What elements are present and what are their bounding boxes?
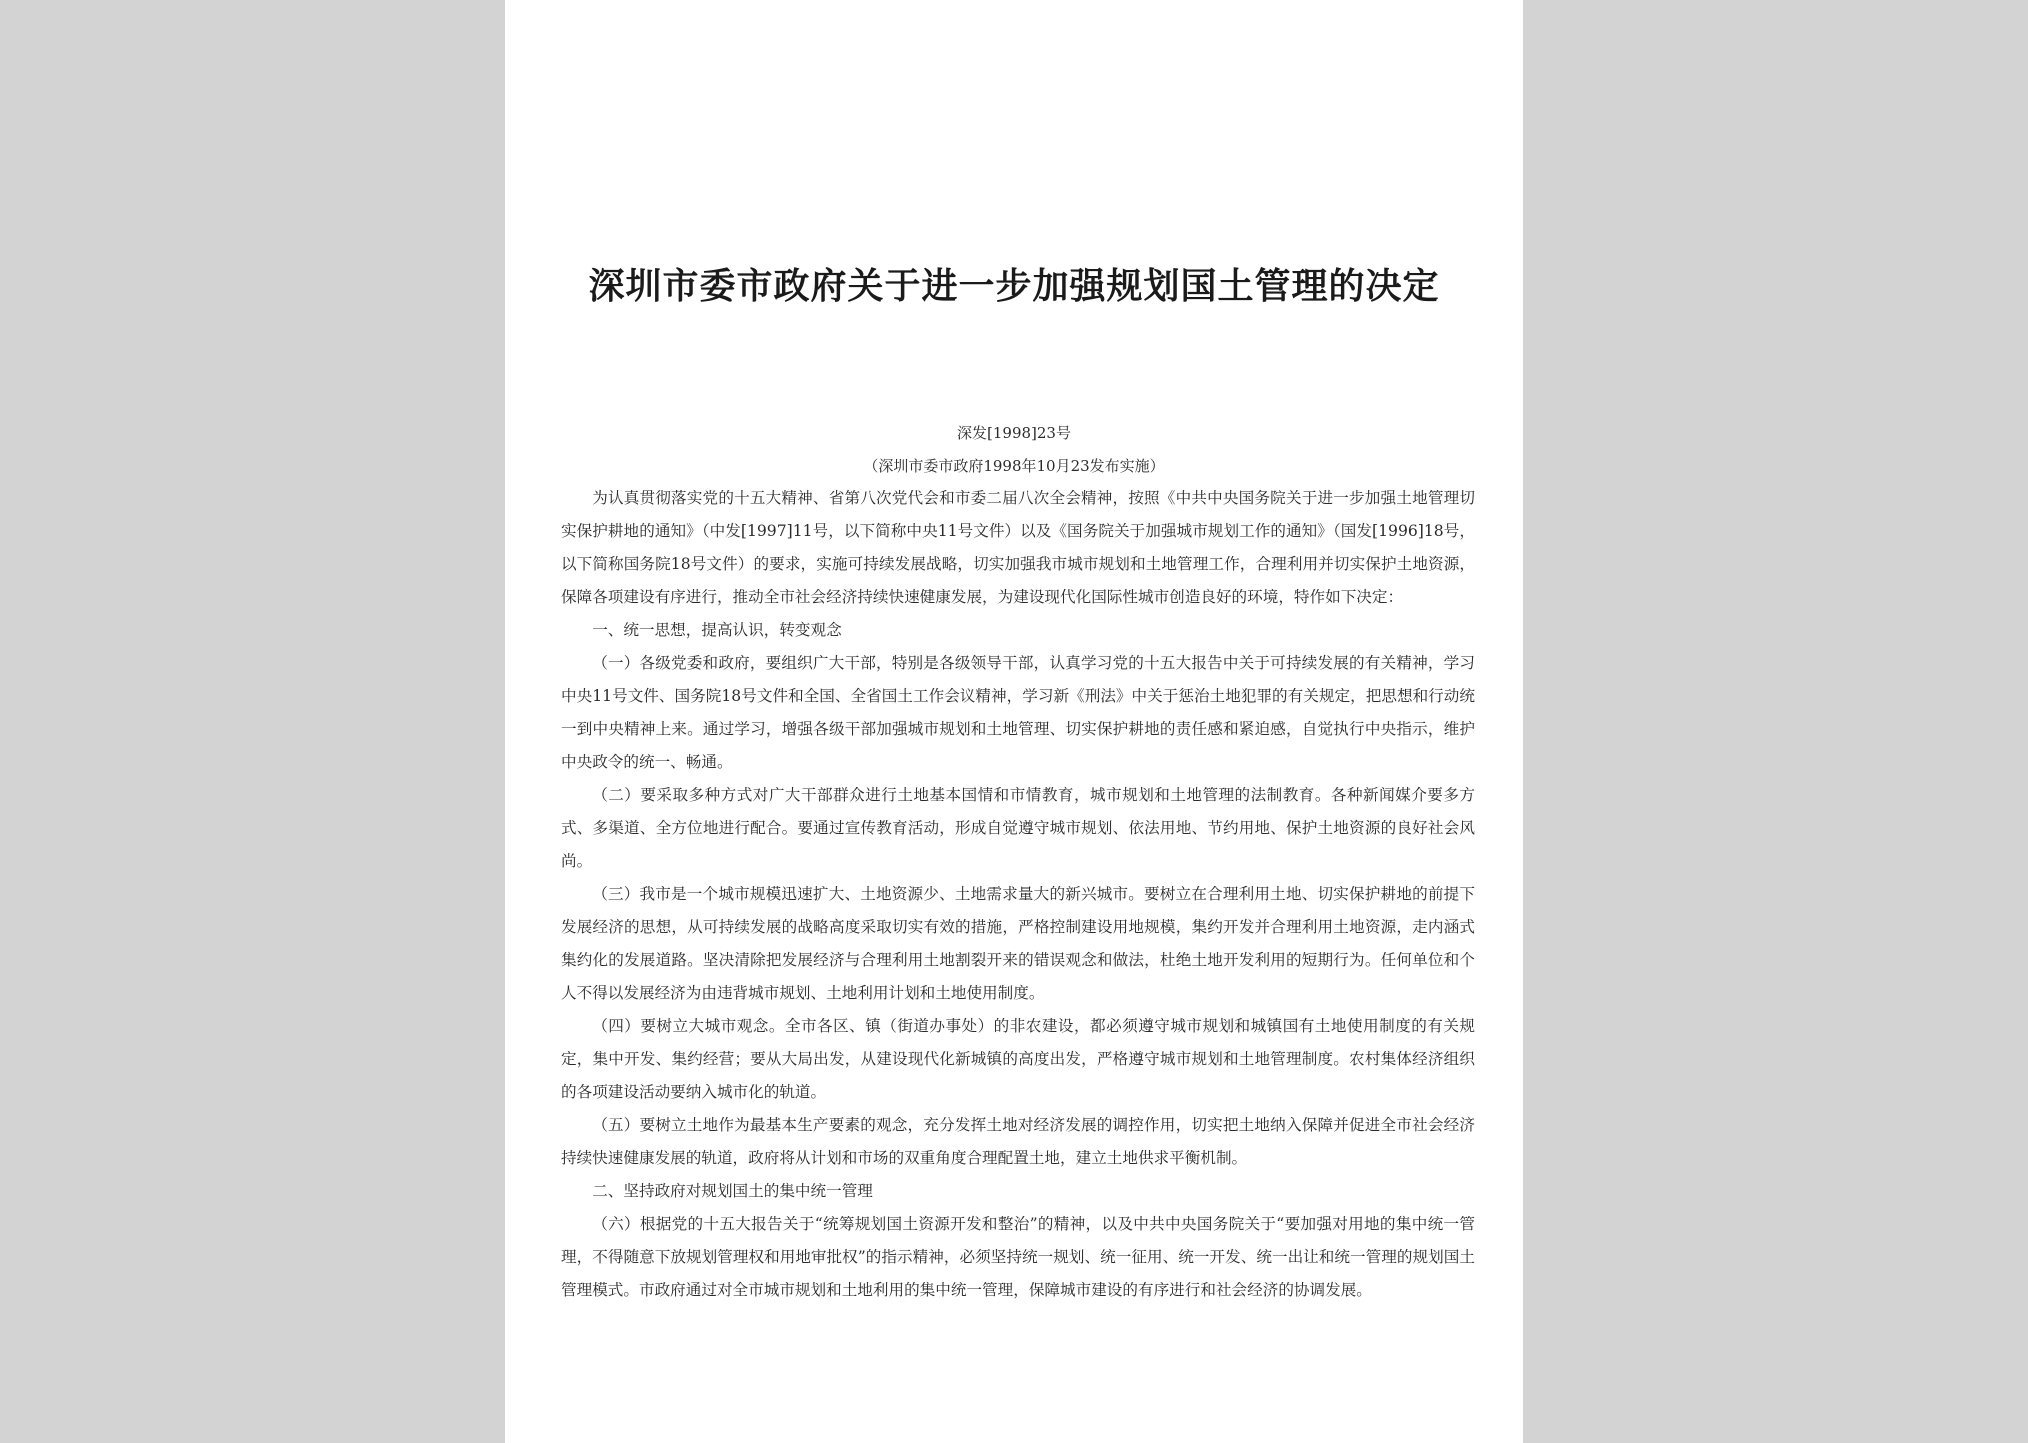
- paragraph-item-5: （五）要树立土地作为最基本生产要素的观念，充分发挥土地对经济发展的调控作用，切实把土地纳入保障并促进全市社会经济持续快速健康发展的轨道，政府将从计划和市场的双重角度合理配置土地，建立土地供求平衡机制。: [561, 1116, 1475, 1167]
- section-heading-2: 二、坚持政府对规划国土的集中统一管理: [592, 1182, 873, 1200]
- paragraph-item-4: （四）要树立大城市观念。全市各区、镇（街道办事处）的非农建设，都必须遵守城市规划和城镇国有土地使用制度的有关规定，集中开发、集约经营；要从大局出发，从建设现代化新城镇的高度出发，严格遵守城市规划和土地管理制度。农村集体经济组织的各项建设活动要纳入城市化的轨道。: [561, 1017, 1475, 1101]
- document-title: 深圳市委市政府关于进一步加强规划国土管理的决定: [588, 265, 1440, 307]
- paragraph-item-3: （三）我市是一个城市规模迅速扩大、土地资源少、土地需求量大的新兴城市。要树立在合理利用土地、切实保护耕地的前提下发展经济的思想，从可持续发展的战略高度采取切实有效的措施，严格控制建设用地规模，集约开发并合理利用土地资源，走内涵式集约化的发展道路。坚决清除把发展经济与合理利用土地割裂开来的错误观念和做法，杜绝土地开发利用的短期行为。任何单位和个人不得以发展经济为由违背城市规划、土地利用计划和土地使用制度。: [561, 885, 1475, 1002]
- document-number: 深发[1998]23号: [957, 424, 1071, 442]
- section-heading-1: 一、统一思想，提高认识，转变观念: [592, 621, 842, 639]
- paragraph-item-1: （一）各级党委和政府，要组织广大干部，特别是各级领导干部，认真学习党的十五大报告中关于可持续发展的有关精神，学习中央11号文件、国务院18号文件和全国、全省国土工作会议精神，学习新《刑法》中关于惩治土地犯罪的有关规定，把思想和行动统一到中央精神上来。通过学习，增强各级干部加强城市规划和土地管理、切实保护耕地的责任感和紧迫感，自觉执行中央指示，维护中央政令的统一、畅通。: [561, 654, 1475, 771]
- paragraph-item-6: （六）根据党的十五大报告关于“统筹规划国土资源开发和整治”的精神，以及中共中央国务院关于“要加强对用地的集中统一管理，不得随意下放规划管理权和用地审批权”的指示精神，必须坚持统一规划、统一征用、统一开发、统一出让和统一管理的规划国土管理模式。市政府通过对全市城市规划和土地利用的集中统一管理，保障城市建设的有序进行和社会经济的协调发展。: [561, 1215, 1475, 1299]
- paragraph-item-2: （二）要采取多种方式对广大干部群众进行土地基本国情和市情教育，城市规划和土地管理的法制教育。各种新闻媒介要多方式、多渠道、全方位地进行配合。要通过宣传教育活动，形成自觉遵守城市规划、依法用地、节约用地、保护土地资源的良好社会风尚。: [561, 786, 1475, 870]
- document-body: [561, 482, 1475, 1307]
- paragraph-preamble: 为认真贯彻落实党的十五大精神、省第八次党代会和市委二届八次全会精神，按照《中共中央国务院关于进一步加强土地管理切实保护耕地的通知》（中发[1997]11号，以下简称中央11号文件）以及《国务院关于加强城市规划工作的通知》（国发[1996]18号，以下简称国务院18号文件）的要求，实施可持续发展战略，切实加强我市城市规划和土地管理工作，合理利用并切实保护土地资源，保障各项建设有序进行，推动全市社会经济持续快速健康发展，为建设现代化国际性城市创造良好的环境，特作如下决定：: [561, 489, 1475, 606]
- issue-note: （深圳市委市政府1998年10月23发布实施）: [863, 457, 1165, 475]
- document-page: [505, 0, 1523, 1443]
